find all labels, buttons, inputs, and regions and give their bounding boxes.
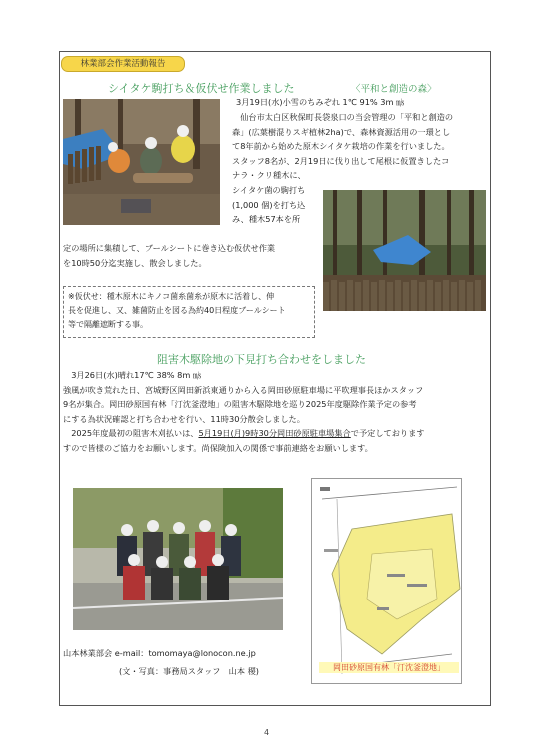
article2-line-5 [63,426,424,441]
article2-line-6: すので皆様のご協力をお願いします。尚保険加入の関係で事前連絡をお願いします。 [63,442,373,453]
article2-line-5-pre: 2025年度最初の阻害木刈払いは、 [63,428,199,439]
photo-group [73,488,283,630]
article1-line-10: 定の場所に集積して、ブールシートに巻き込む仮伏せ作業 [63,243,276,253]
article1-line-2: 仙台市太白区秋保町長袋泉口の当会管理の「平和と創造の [232,112,454,122]
page-number: 4 [263,728,270,737]
section-tag: 林業部会作業活動報告 [61,56,185,72]
article1-line-7: シイタケ菌の駒打ち [232,184,306,195]
article1-line-11: を10時50分迄実施し、散会しました。 [63,257,207,268]
article2-body [63,368,424,456]
article2-line-2: 強風が吹き荒れた日、宮城野区岡田新浜東通りから入る岡田砂原駐車場に平吹理事長ほかスタッフ [63,384,424,395]
contact-line: 山本林業部会 e-mail：tomomaya@lonocon.ne.jp [63,648,256,658]
photo-mushroom-work [63,99,220,225]
article1-line-9: み、種木57本を所 [232,214,301,225]
article1-line-6: ナラ・クリ種木に、 [232,170,306,181]
map-caption: 岡田砂原国有林「汀沈釜澄地」 [319,662,459,673]
article1-body-left [63,241,275,270]
article1-line-1: 3月19日(水)小雪のちみぞれ 1℃ 91% 3m ㎧ [236,97,405,107]
note-line-1: ※仮伏せ：種木原木にキノコ菌糸菌糸が原木に活着し、伸 [68,292,275,301]
article1-line-4: て8年前から始めた原木シイタケ栽培の作業を行いました。 [232,141,450,152]
article2-line-1: 3月26日(水)晴れ17℃ 38% 8m ㎧ [63,370,202,380]
article1-line-5: スタッフ8名が、2月19日に伐り出して尾根に仮置きしたコ [232,155,450,166]
article1-subtitle: 〈平和と創造の森〉 [351,84,437,95]
article1-line-8: (1,000 個)を打ち込 [232,199,306,210]
note-line-3: 等で隔離遮断する事。 [68,320,148,329]
article2-title: 阻害木駆除地の下見打ち合わせをしました [157,353,366,366]
note-box [63,286,315,338]
article2-line-4: にする為状況確認と打ち合わせを行い、11時30分散会しました。 [63,413,305,424]
article1-title: シイタケ駒打ち＆仮伏せ作業しました [108,82,295,95]
credit-line: (文・写真：事務局スタッフ 山本 稷) [119,666,259,676]
article2-schedule: 5月19日(月)9時30分岡田砂原駐車場集合 [198,428,351,439]
article1-line-3: 森」(広葉樹混りスギ植林2ha)で、森林資源活用の一環とし [232,126,451,137]
article2-line-5-post: で予定しております [350,428,425,439]
photo-forest-tarp [323,190,486,311]
article1-intro-text [236,95,404,110]
article2-line-3: 9名が集合。岡田砂原国有林「汀沈釜澄地」の阻害木駆除地を巡り2025年度駆除作業予定の参考 [63,399,417,410]
note-line-2: 長を促進し、又、雑菌防止を図る為約40日程度ブールシート [68,306,286,315]
map-image [311,478,462,684]
